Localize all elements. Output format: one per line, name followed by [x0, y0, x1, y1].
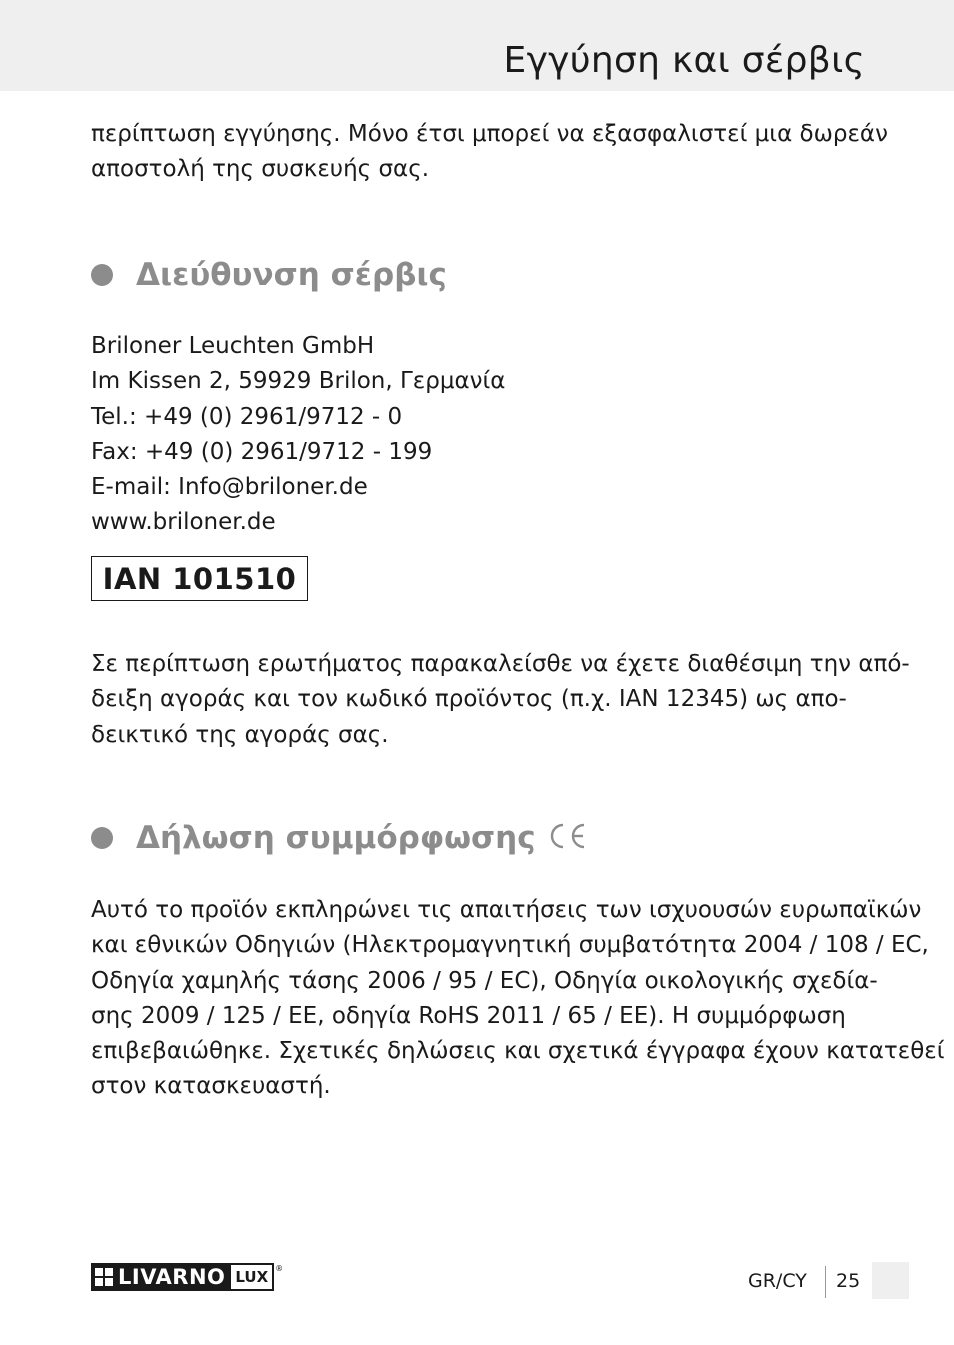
text-line: Οδηγία χαμηλής τάσης 2006 / 95 / EC), Οδηγία οικολογικής σχεδία-	[91, 967, 878, 994]
address-line: Im Kissen 2, 59929 Brilon, Γερμανία	[91, 368, 506, 395]
page-number: 25	[836, 1270, 861, 1292]
text-line: σης 2009 / 125 / EE, οδηγία RoHS 2011 / 65 / EE). Η συμμόρφωση	[91, 1002, 846, 1029]
text-line: Αυτό το προϊόν εκπληρώνει τις απαιτήσεις των ισχυουσών ευρωπαϊκών	[91, 897, 922, 923]
ian-label: IAN 101510	[102, 561, 297, 596]
conformity-heading	[91, 818, 588, 858]
logo-squares-icon	[95, 1268, 113, 1286]
conformity-body	[91, 893, 945, 1105]
logo-main	[91, 1263, 231, 1291]
address-line: www.briloner.de	[91, 509, 276, 536]
footer-language: GR/CY	[748, 1270, 807, 1292]
logo-word: LIVARNO	[118, 1265, 226, 1289]
text-line: επιβεβαιώθηκε. Σχετικές δηλώσεις και σχετικά έγγραφα έχουν κατατεθεί	[91, 1038, 945, 1065]
logo-registered-mark: ®	[275, 1264, 284, 1273]
address-line: Tel.: +49 (0) 2961/9712 - 0	[91, 403, 403, 430]
intro-paragraph	[91, 117, 888, 188]
text-line: περίπτωση εγγύησης. Μόνο έτσι μπορεί να εξασφαλιστεί μια δωρεάν	[91, 121, 888, 147]
footer-tab-box	[872, 1262, 909, 1299]
ce-mark-icon	[546, 822, 588, 854]
bullet-icon	[91, 264, 113, 286]
logo-suffix: LUX	[235, 1268, 269, 1286]
text-line: και εθνικών Οδηγιών (Ηλεκτρομαγνητική συμβατότητα 2004 / 108 / EC,	[91, 932, 929, 959]
text-line: αποστολή της συσκευής σας.	[91, 156, 430, 183]
livarno-lux-logo	[91, 1263, 283, 1291]
address-line: Briloner Leuchten GmbH	[91, 333, 375, 359]
text-line: δειξη αγοράς και τον κωδικό προϊόντος (π.χ. IAN 12345) ως απο-	[91, 686, 847, 713]
address-line: Fax: +49 (0) 2961/9712 - 199	[91, 438, 433, 465]
bullet-icon	[91, 827, 113, 849]
ian-box	[91, 556, 308, 601]
conformity-heading-text: Δήλωση συμμόρφωσης	[136, 820, 536, 856]
address-line: E-mail: Info@briloner.de	[91, 474, 368, 501]
page-title: Εγγύηση και σέρβις	[503, 40, 865, 81]
service-heading	[91, 255, 447, 295]
text-line: Σε περίπτωση ερωτήματος παρακαλείσθε να έχετε διαθέσιμη την από-	[91, 651, 910, 677]
logo-lux	[231, 1263, 274, 1291]
footer-divider	[825, 1266, 826, 1298]
service-address	[91, 329, 881, 541]
service-heading-text: Διεύθυνση σέρβις	[136, 257, 447, 293]
service-note	[91, 647, 910, 753]
text-line: στον κατασκευαστή.	[91, 1073, 331, 1100]
text-line: δεικτικό της αγοράς σας.	[91, 721, 389, 748]
